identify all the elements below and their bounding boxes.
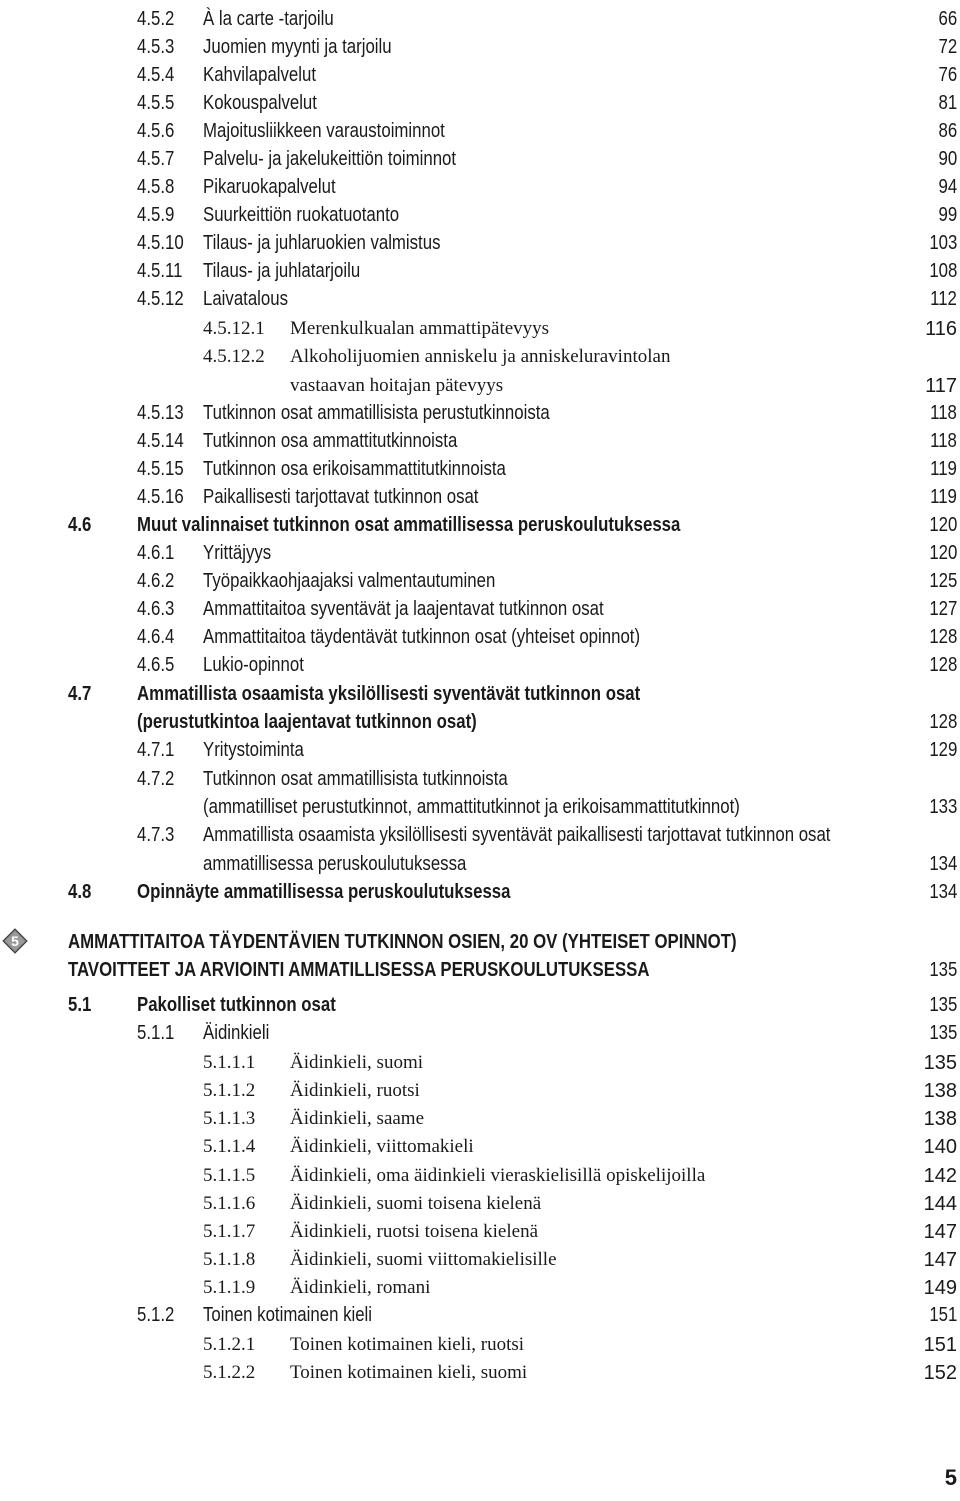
toc-entry bbox=[0, 201, 960, 229]
toc-entry bbox=[0, 1301, 960, 1329]
toc-title: Palvelu- ja jakelukeittiön toiminnot bbox=[203, 148, 457, 170]
toc-title: Yritystoiminta bbox=[203, 739, 304, 761]
toc-entry bbox=[0, 89, 960, 117]
toc-number: 4.5.8 bbox=[137, 176, 175, 198]
toc-number: 4.7 bbox=[68, 683, 92, 705]
toc-title: Äidinkieli, oma äidinkieli vieraskielisillä opiskelijoilla bbox=[290, 1165, 706, 1186]
chapter-badge-icon bbox=[2, 928, 28, 954]
toc-number: 4.5.4 bbox=[137, 64, 175, 86]
toc-entry bbox=[0, 257, 960, 285]
toc-title: Toinen kotimainen kieli, suomi bbox=[290, 1362, 528, 1383]
toc-title: Merenkulkualan ammattipätevyys bbox=[290, 318, 550, 339]
toc-number: 5.1 bbox=[68, 994, 92, 1016]
toc-number: 4.5.10 bbox=[137, 232, 184, 254]
toc-entry bbox=[0, 850, 960, 878]
toc-number: 4.5.14 bbox=[137, 430, 184, 452]
toc-number: 4.5.9 bbox=[137, 204, 175, 226]
toc-title: ammatillisessa peruskoulutuksessa bbox=[203, 853, 467, 875]
toc-title: Äidinkieli, saame bbox=[290, 1108, 425, 1129]
toc-page: 90 bbox=[938, 148, 957, 170]
toc-number: 4.5.12.2 bbox=[203, 346, 265, 367]
toc-chapter-heading bbox=[0, 928, 960, 956]
toc-number: 5.1.1.5 bbox=[203, 1165, 256, 1186]
toc-entry bbox=[0, 1049, 960, 1077]
toc-page: 99 bbox=[938, 204, 957, 226]
toc-entry bbox=[0, 229, 960, 257]
toc-number: 4.5.2 bbox=[137, 8, 175, 30]
toc-page: 134 bbox=[928, 853, 957, 875]
toc-page: 144 bbox=[923, 1193, 957, 1215]
toc-number: 5.1.1.2 bbox=[203, 1080, 256, 1101]
toc-title: Suurkeittiön ruokatuotanto bbox=[203, 204, 400, 226]
toc-page: 81 bbox=[938, 92, 957, 114]
toc-title: (perustutkintoa laajentavat tutkinnon osat) bbox=[137, 711, 477, 733]
toc-page: 151 bbox=[923, 1334, 957, 1356]
toc-page: 86 bbox=[938, 120, 957, 142]
toc-title: Paikallisesti tarjottavat tutkinnon osat bbox=[203, 486, 479, 508]
toc-number: 4.5.13 bbox=[137, 402, 184, 424]
toc-entry bbox=[0, 1133, 960, 1161]
toc-page: 135 bbox=[928, 959, 957, 981]
toc-title: Majoitusliikkeen varaustoiminnot bbox=[203, 120, 445, 142]
toc-entry bbox=[0, 1190, 960, 1218]
toc-page: 147 bbox=[923, 1249, 957, 1271]
toc-number: 4.6.1 bbox=[137, 542, 175, 564]
toc-page: 94 bbox=[938, 176, 957, 198]
toc-page: 117 bbox=[925, 375, 957, 397]
toc-entry bbox=[0, 1246, 960, 1274]
toc-title: Pakolliset tutkinnon osat bbox=[137, 994, 336, 1016]
toc-page: 120 bbox=[928, 514, 957, 536]
toc-entry bbox=[0, 427, 960, 455]
toc-number: 4.5.11 bbox=[137, 260, 183, 282]
toc-title: AMMATTITAITOA TÄYDENTÄVIEN TUTKINNON OSIEN, 20 OV (YHTEISET OPINNOT) bbox=[68, 931, 737, 953]
toc-number: 4.7.3 bbox=[137, 824, 175, 846]
toc-title: Tutkinnon osa ammattitutkinnoista bbox=[203, 430, 458, 452]
toc-entry bbox=[0, 793, 960, 821]
toc-page: 151 bbox=[928, 1304, 957, 1326]
toc-entry bbox=[0, 145, 960, 173]
toc-number: 4.7.2 bbox=[137, 768, 175, 790]
toc-title: Äidinkieli bbox=[203, 1022, 270, 1044]
toc-entry bbox=[0, 595, 960, 623]
toc-number: 5.1.1 bbox=[137, 1022, 175, 1044]
toc-chapter-heading bbox=[0, 956, 960, 984]
toc-entry bbox=[0, 1359, 960, 1387]
toc-entry bbox=[0, 1274, 960, 1302]
toc-title: Ammatillista osaamista yksilöllisesti syventävät paikallisesti tarjottavat tutkinnon osat bbox=[203, 824, 831, 846]
toc-entry bbox=[0, 343, 960, 371]
toc-entry bbox=[0, 567, 960, 595]
toc-title: Tutkinnon osat ammatillisista perustutkinnoista bbox=[203, 402, 550, 424]
toc-entry bbox=[0, 1331, 960, 1359]
toc-title: Äidinkieli, ruotsi toisena kielenä bbox=[290, 1221, 539, 1242]
toc-page: 116 bbox=[925, 318, 957, 340]
toc-section-heading bbox=[0, 511, 960, 539]
toc-title: Työpaikkaohjaajaksi valmentautuminen bbox=[203, 570, 496, 592]
toc-entry bbox=[0, 821, 960, 849]
toc-entry bbox=[0, 455, 960, 483]
toc-title: TAVOITTEET JA ARVIOINTI AMMATILLISESSA PERUSKOULUTUKSESSA bbox=[68, 959, 650, 981]
toc-title: Pikaruokapalvelut bbox=[203, 176, 336, 198]
toc-entry bbox=[0, 33, 960, 61]
toc-page: 149 bbox=[923, 1277, 957, 1299]
toc-page: 119 bbox=[930, 486, 957, 508]
toc-page: 138 bbox=[923, 1108, 957, 1130]
toc-title: Tutkinnon osa erikoisammattitutkinnoista bbox=[203, 458, 506, 480]
toc-title: Ammattitaitoa syventävät ja laajentavat tutkinnon osat bbox=[203, 598, 604, 620]
toc-title: Yrittäjyys bbox=[203, 542, 272, 564]
toc-entry bbox=[0, 765, 960, 793]
toc-entry bbox=[0, 651, 960, 679]
toc-number: 4.5.7 bbox=[137, 148, 175, 170]
toc-entry bbox=[0, 483, 960, 511]
toc-page: 119 bbox=[930, 458, 957, 480]
toc-page: 140 bbox=[923, 1136, 957, 1158]
toc-number: 5.1.2.1 bbox=[203, 1334, 256, 1355]
toc-title: Tilaus- ja juhlaruokien valmistus bbox=[203, 232, 441, 254]
toc-title: Äidinkieli, suomi bbox=[290, 1052, 423, 1073]
toc-title: Ammattitaitoa täydentävät tutkinnon osat (yhteiset opinnot) bbox=[203, 626, 641, 648]
toc-entry bbox=[0, 5, 960, 33]
toc-entry bbox=[0, 1218, 960, 1246]
toc-page: 103 bbox=[928, 232, 957, 254]
toc-page: 129 bbox=[928, 739, 957, 761]
toc-section-heading bbox=[0, 708, 960, 736]
toc-title: Muut valinnaiset tutkinnon osat ammatillisessa peruskoulutuksessa bbox=[137, 514, 681, 536]
toc-page: 127 bbox=[928, 598, 957, 620]
toc-entry bbox=[0, 372, 960, 400]
toc-number: 4.5.5 bbox=[137, 92, 175, 114]
toc-page: 128 bbox=[928, 711, 957, 733]
toc-number: 4.6.4 bbox=[137, 626, 175, 648]
toc-section-heading bbox=[0, 991, 960, 1019]
toc-number: 5.1.1.7 bbox=[203, 1221, 256, 1242]
toc-number: 4.6.3 bbox=[137, 598, 175, 620]
toc-number: 5.1.2.2 bbox=[203, 1362, 256, 1383]
toc-number: 4.5.6 bbox=[137, 120, 175, 142]
toc-section-heading bbox=[0, 878, 960, 906]
toc-number: 4.8 bbox=[68, 881, 92, 903]
toc-page: 128 bbox=[928, 626, 957, 648]
toc-number: 4.5.15 bbox=[137, 458, 184, 480]
toc-number: 4.5.12 bbox=[137, 288, 184, 310]
toc-title: Kokouspalvelut bbox=[203, 92, 317, 114]
toc-title: Äidinkieli, suomi viittomakielisille bbox=[290, 1249, 557, 1270]
toc-number: 4.5.3 bbox=[137, 36, 175, 58]
toc-entry bbox=[0, 1105, 960, 1133]
toc-number: 4.7.1 bbox=[137, 739, 175, 761]
toc-title: Lukio-opinnot bbox=[203, 654, 304, 676]
toc-title: (ammatilliset perustutkinnot, ammattitutkinnot ja erikoisammattitutkinnot) bbox=[203, 796, 740, 818]
toc-number: 4.5.16 bbox=[137, 486, 184, 508]
toc-page: 142 bbox=[923, 1165, 957, 1187]
toc-number: 5.1.1.4 bbox=[203, 1136, 256, 1157]
toc-entry bbox=[0, 736, 960, 764]
chapter-badge-number: 5 bbox=[11, 933, 19, 949]
toc-entry bbox=[0, 1019, 960, 1047]
toc-title: Juomien myynti ja tarjoilu bbox=[203, 36, 392, 58]
toc-section-heading bbox=[0, 680, 960, 708]
toc-title: Äidinkieli, viittomakieli bbox=[290, 1136, 474, 1157]
toc-page: 112 bbox=[930, 288, 957, 310]
toc-title: Äidinkieli, romani bbox=[290, 1277, 431, 1298]
toc-title: Toinen kotimainen kieli, ruotsi bbox=[290, 1334, 525, 1355]
toc-title: Toinen kotimainen kieli bbox=[203, 1304, 373, 1326]
toc-title: Alkoholijuomien anniskelu ja anniskeluravintolan bbox=[290, 346, 671, 367]
toc-title: Opinnäyte ammatillisessa peruskoulutuksessa bbox=[137, 881, 511, 903]
toc-title: Tilaus- ja juhlatarjoilu bbox=[203, 260, 361, 282]
toc-number: 4.5.12.1 bbox=[203, 318, 265, 339]
toc-page: 118 bbox=[930, 402, 957, 424]
toc-title: Äidinkieli, suomi toisena kielenä bbox=[290, 1193, 542, 1214]
toc-entry bbox=[0, 399, 960, 427]
toc-title: Ammatillista osaamista yksilöllisesti syventävät tutkinnon osat bbox=[137, 683, 641, 705]
toc-number: 5.1.1.6 bbox=[203, 1193, 256, 1214]
toc-entry bbox=[0, 315, 960, 343]
toc-title: Tutkinnon osat ammatillisista tutkinnoista bbox=[203, 768, 508, 790]
toc-title: Laivatalous bbox=[203, 288, 288, 310]
toc-page: 76 bbox=[938, 64, 957, 86]
toc-number: 4.6.2 bbox=[137, 570, 175, 592]
toc-entry bbox=[0, 1077, 960, 1105]
toc-entry bbox=[0, 285, 960, 313]
toc-page: 134 bbox=[928, 881, 957, 903]
toc-page: 135 bbox=[928, 994, 957, 1016]
toc-page: 128 bbox=[928, 654, 957, 676]
toc-page: 133 bbox=[928, 796, 957, 818]
toc-page: 66 bbox=[938, 8, 957, 30]
toc-page: 118 bbox=[930, 430, 957, 452]
toc-number: 4.6 bbox=[68, 514, 92, 536]
toc-number: 5.1.1.1 bbox=[203, 1052, 256, 1073]
toc-page: 138 bbox=[923, 1080, 957, 1102]
toc-title: Kahvilapalvelut bbox=[203, 64, 317, 86]
toc-page: 72 bbox=[938, 36, 957, 58]
toc-number: 4.6.5 bbox=[137, 654, 175, 676]
toc-title: vastaavan hoitajan pätevyys bbox=[290, 375, 504, 396]
toc-title: Äidinkieli, ruotsi bbox=[290, 1080, 420, 1101]
toc-page: 135 bbox=[928, 1022, 957, 1044]
toc-page: 108 bbox=[928, 260, 957, 282]
toc-entry bbox=[0, 623, 960, 651]
toc-page: 135 bbox=[923, 1052, 957, 1074]
toc-entry bbox=[0, 173, 960, 201]
toc-entry bbox=[0, 1162, 960, 1190]
toc-page: 125 bbox=[928, 570, 957, 592]
toc-title: À la carte -tarjoilu bbox=[203, 8, 334, 30]
toc-number: 5.1.1.8 bbox=[203, 1249, 256, 1270]
toc-entry bbox=[0, 539, 960, 567]
toc-number: 5.1.2 bbox=[137, 1304, 175, 1326]
page-number: 5 bbox=[944, 1465, 957, 1490]
toc-page: 147 bbox=[923, 1221, 957, 1243]
toc-entry bbox=[0, 61, 960, 89]
toc-page: 120 bbox=[928, 542, 957, 564]
toc-page: 152 bbox=[923, 1362, 957, 1384]
toc-number: 5.1.1.9 bbox=[203, 1277, 256, 1298]
toc-number: 5.1.1.3 bbox=[203, 1108, 256, 1129]
toc-entry bbox=[0, 117, 960, 145]
